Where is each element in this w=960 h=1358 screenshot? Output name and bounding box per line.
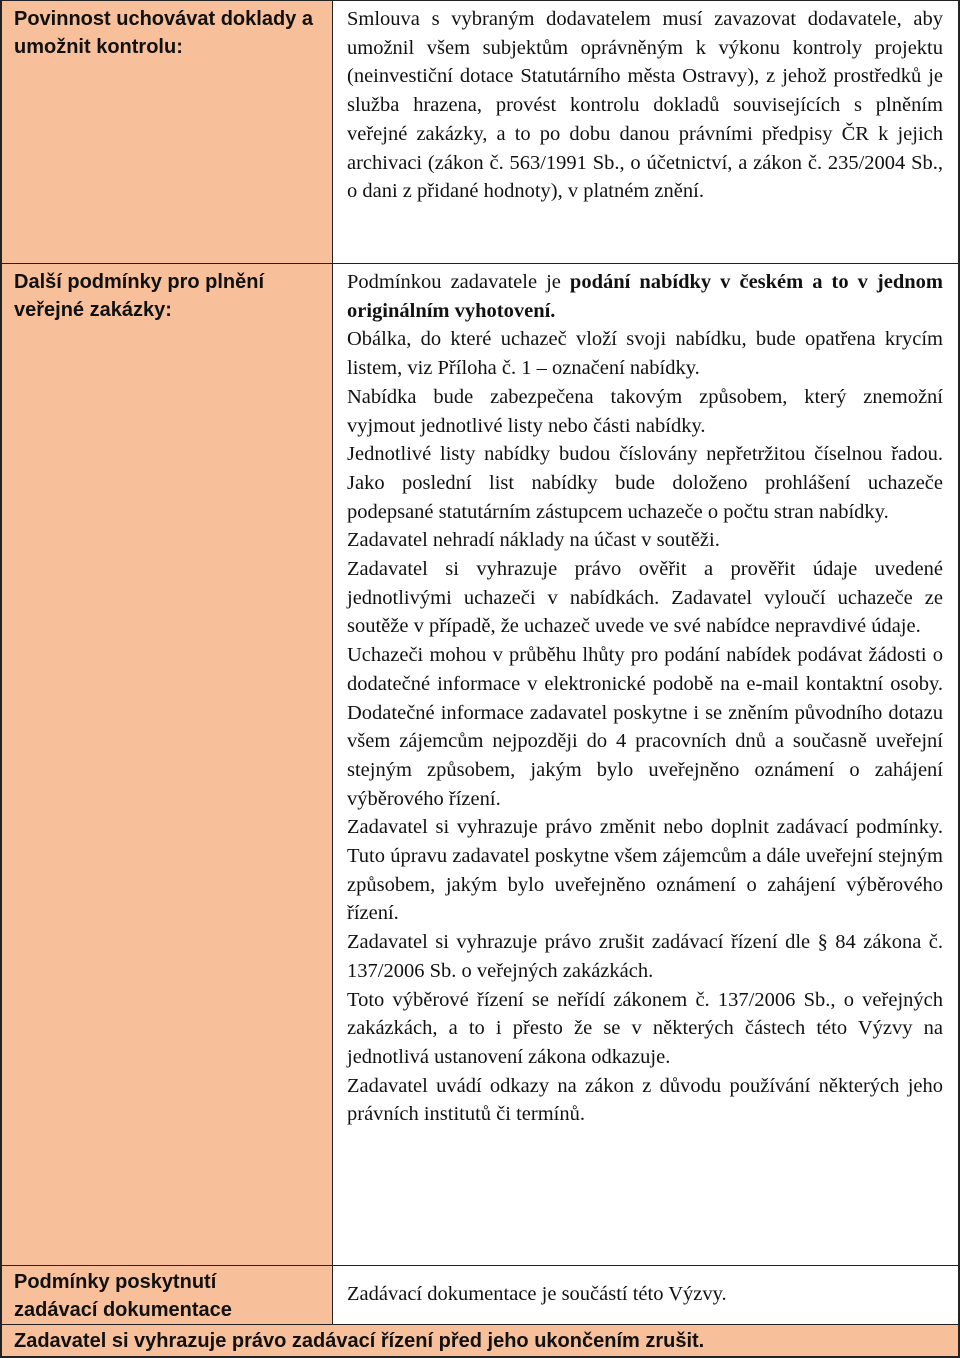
paragraph bbox=[347, 268, 943, 325]
paragraph: Jednotlivé listy nabídky budou číslovány nepřetržitou číselnou řadou. Jako poslední list nabídky bude doloženo prohlášení uchazeče podepsané statutárním zástupcem uchazeče o počtu stran nabídky. bbox=[347, 443, 943, 523]
row-text bbox=[333, 0, 960, 263]
paragraph-intro-bold: podání nabídky v českém a to v jednom originálním vyhotovení. bbox=[347, 271, 943, 322]
row-text bbox=[333, 1265, 960, 1324]
row-text bbox=[333, 263, 960, 1265]
paragraph: Zadavatel si vyhrazuje právo zrušit zadávací řízení dle § 84 zákona č. 137/2006 Sb. o veřejných zakázkách. bbox=[347, 931, 943, 982]
paragraph: Obálka, do které uchazeč vloží svoji nabídku, bude opatřena krycím listem, viz Příloha č. 1 – označení nabídky. bbox=[347, 328, 943, 380]
paragraph: Zadavatel si vyhrazuje právo změnit nebo doplnit zadávací podmínky. Tuto úpravu zadavatel poskytne všem zájemcům a dále uveřejní stejným způsobem, jakým bylo uveřejněno oznámení o zahájení výběrového řízení. bbox=[347, 816, 943, 925]
row-label: Povinnost uchovávat doklady a umožnit kontrolu: bbox=[0, 0, 333, 263]
paragraph: Nabídka bude zabezpečena takovým způsobem, který znemožní vyjmout jednotlivé listy nebo části nabídky. bbox=[347, 385, 943, 437]
footer-note: Zadavatel si vyhrazuje právo zadávací řízení před jeho ukončením zrušit. bbox=[0, 1324, 960, 1358]
paragraph: Uchazeči mohou v průběhu lhůty pro podání nabídek podávat žádosti o dodatečné informace v elektronické podobě na e-mail kontaktní osoby. Dodatečné informace zadavatel poskytne i se zněním původního dotazu všem zájemcům nejpozději do 4 pracovních dnů a současně uveřejní stejným způsobem, jakým bylo uveřejněno oznámení o zahájení výběrového řízení. bbox=[347, 644, 943, 810]
paragraph: Zadavatel nehradí náklady na účast v soutěži. bbox=[347, 529, 720, 552]
paragraph-intro: Podmínkou zadavatele je bbox=[347, 271, 570, 293]
paragraph: Toto výběrové řízení se neřídí zákonem č. 137/2006 Sb., o veřejných zakázkách, a to i přesto že se v některých částech této Výzvy na jednotlivá ustanovení zákona odkazuje. bbox=[347, 988, 943, 1068]
paragraph: Zadávací dokumentace je součástí této Výzvy. bbox=[347, 1283, 727, 1305]
row-label: Podmínky poskytnutí zadávací dokumentace bbox=[0, 1265, 333, 1324]
table-row bbox=[0, 0, 960, 263]
paragraph: Zadavatel si vyhrazuje právo ověřit a prověřit údaje uvedené jednotlivými uchazeči v nabídkách. Zadavatel vyloučí uchazeče ze soutěže v případě, že uchazeč uvede ve své nabídce nepravdivé údaje. bbox=[347, 558, 943, 638]
row-label: Další podmínky pro plnění veřejné zakázky: bbox=[0, 263, 333, 1265]
table-row bbox=[0, 1265, 960, 1324]
paragraph: Smlouva s vybraným dodavatelem musí zavazovat dodavatele, aby umožnil všem subjektům oprávněným k výkonu kontroly projektu (neinvestiční dotace Statutárního města Ostravy), z jehož prostředků je služba hrazena, provést kontrolu dokladů souvisejících s plněním veřejné zakázky, a to po dobu danou právními předpisy ČR k jejich archivaci (zákon č. 563/1991 Sb., o účetnictví, a zákon č. 235/2004 Sb., o dani z přidané hodnoty), v platném znění. bbox=[347, 8, 943, 203]
paragraph: Zadavatel uvádí odkazy na zákon z důvodu používání některých jeho právních institutů či termínů. bbox=[347, 1074, 943, 1126]
table-row bbox=[0, 263, 960, 1265]
